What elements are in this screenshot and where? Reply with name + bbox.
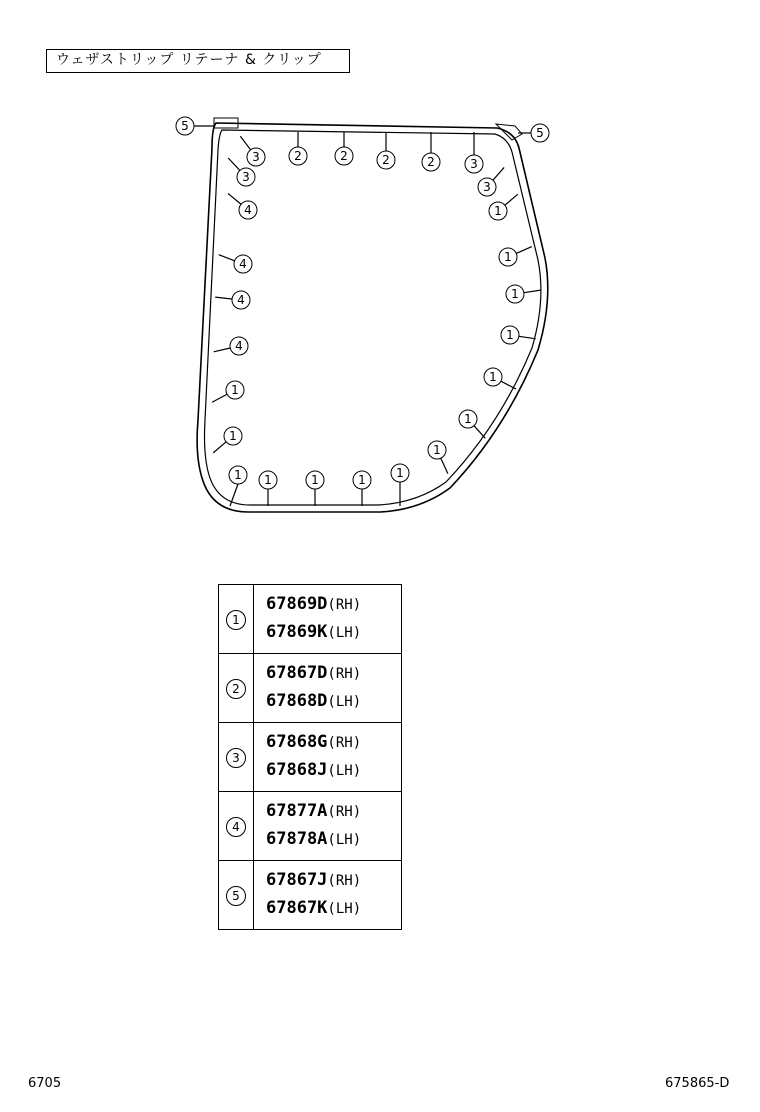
callout-2 [422,132,440,171]
table-row [219,861,402,930]
callout-number: 4 [239,257,247,271]
callout-1 [353,471,371,506]
callout-number: 3 [470,157,478,171]
side-label-rh: (RH) [327,597,362,613]
callout-1 [484,368,516,389]
callout-2 [335,132,353,165]
callout-number: 5 [536,126,544,140]
leader-line [519,336,536,338]
callout-1 [501,326,536,344]
leader-line [214,348,231,352]
leader-line [240,136,250,150]
part-number: 67877A [266,801,328,821]
leader-line [213,442,226,453]
part-number-rh [266,591,401,619]
side-label-rh: (RH) [327,873,362,889]
part-index: 2 [226,679,246,699]
side-label-lh: (LH) [327,625,362,641]
callout-number: 2 [340,149,348,163]
table-row [219,585,402,654]
callout-1 [212,381,244,402]
callout-4 [228,193,257,219]
part-number-lh [266,826,401,854]
table-row [219,792,402,861]
leader-line [524,290,541,293]
callout-1 [489,194,518,220]
leader-line [501,381,516,389]
side-label-lh: (LH) [327,832,362,848]
page-code: 6705 [28,1076,62,1091]
callout-2 [377,132,395,169]
callout-2 [289,132,307,165]
part-number: 67869D [266,594,328,614]
callout-number: 1 [358,473,366,487]
part-number-lh [266,757,401,785]
part-index: 3 [226,748,246,768]
callout-1 [459,410,485,438]
callout-number: 1 [504,250,512,264]
strip-end-right [496,124,522,140]
callout-number: 1 [231,383,239,397]
side-label-lh: (LH) [327,763,362,779]
callout-number: 3 [483,180,491,194]
part-number-cell [254,723,402,792]
callout-number: 1 [433,443,441,457]
part-number-cell [254,861,402,930]
callout-number: 2 [427,155,435,169]
callout-4 [219,255,252,273]
table-row [219,654,402,723]
side-label-lh: (LH) [327,694,362,710]
callout-1 [391,464,409,506]
callout-number: 1 [511,287,519,301]
callout-number: 4 [237,293,245,307]
part-number: 67867K [266,898,328,918]
part-index-cell [219,792,254,861]
leader-line [474,426,485,439]
callout-number: 1 [489,370,497,384]
callout-number: 4 [235,339,243,353]
leader-line [219,255,235,261]
callout-3 [478,167,504,196]
drawing-code: 675865-D [665,1076,730,1091]
callout-number: 1 [264,473,272,487]
callout-4 [215,291,250,309]
leader-line [505,194,518,205]
callout-4 [214,337,248,355]
leader-line [228,193,241,204]
callout-number: 3 [252,150,260,164]
leader-line [493,167,504,180]
part-number-rh [266,867,401,895]
part-number-cell [254,654,402,723]
part-index: 5 [226,886,246,906]
callout-1 [506,285,541,303]
part-index-cell [219,861,254,930]
side-label-rh: (RH) [327,804,362,820]
part-number-rh [266,798,401,826]
callout-1 [259,471,277,506]
part-index-cell [219,654,254,723]
side-label-lh: (LH) [327,901,362,917]
callout-5 [518,124,549,142]
part-index: 1 [226,610,246,630]
leader-line [228,158,240,170]
part-number: 67868G [266,732,328,752]
part-number-cell [254,585,402,654]
callout-layer [176,117,549,506]
callout-number: 1 [396,466,404,480]
callout-number: 1 [506,328,514,342]
callout-number: 1 [494,204,502,218]
callout-number: 2 [382,153,390,167]
parts-table [218,584,402,930]
callout-number: 1 [229,429,237,443]
side-label-rh: (RH) [327,666,362,682]
callout-number: 2 [294,149,302,163]
part-index: 4 [226,817,246,837]
part-number: 67867D [266,663,328,683]
callout-1 [306,471,324,506]
part-number: 67867J [266,870,328,890]
part-number-lh [266,619,401,647]
callout-3 [465,132,483,173]
callout-number: 1 [234,468,242,482]
callout-1 [428,441,448,474]
callout-number: 1 [464,412,472,426]
section-title: ウェザストリップ リテーナ & クリップ [46,49,350,73]
part-number-cell [254,792,402,861]
part-index-cell [219,585,254,654]
callout-1 [213,427,242,453]
leader-line [212,394,227,402]
leader-line [441,458,448,473]
part-number: 67868J [266,760,328,780]
leader-line [215,297,232,299]
part-number-rh [266,660,401,688]
part-number: 67868D [266,691,328,711]
side-label-rh: (RH) [327,735,362,751]
callout-number: 3 [242,170,250,184]
callout-number: 4 [244,203,252,217]
callout-1 [229,466,247,506]
callout-number: 5 [181,119,189,133]
part-number-rh [266,729,401,757]
part-number: 67878A [266,829,328,849]
table-row [219,723,402,792]
part-number: 67869K [266,622,328,642]
callout-3 [240,136,265,166]
leader-line [516,247,532,254]
part-index-cell [219,723,254,792]
callout-5 [176,117,214,135]
part-number-lh [266,895,401,923]
part-number-lh [266,688,401,716]
callout-number: 1 [311,473,319,487]
callout-1 [499,247,532,266]
